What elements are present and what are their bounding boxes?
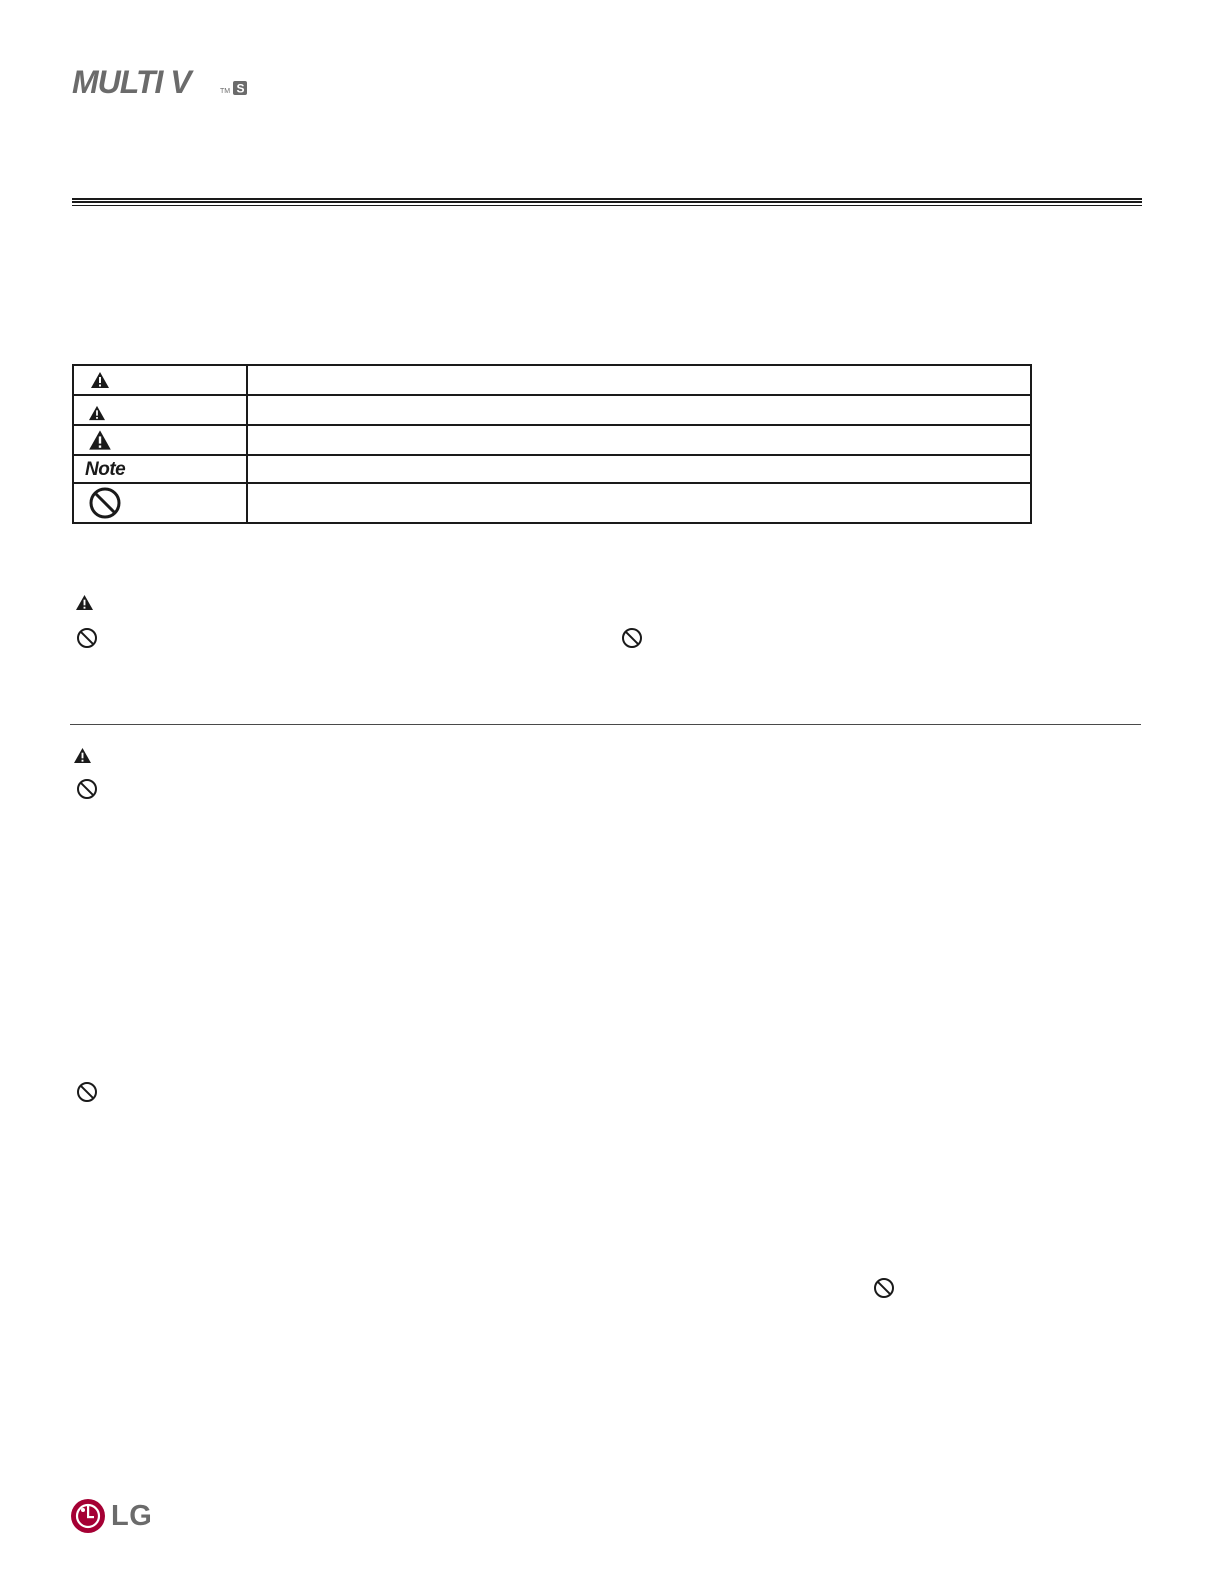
symbol-legend-table xyxy=(72,364,1032,524)
prohibited-icon xyxy=(88,486,122,520)
section-divider xyxy=(70,724,1141,725)
prohibited-icon xyxy=(873,1277,895,1299)
lg-logo xyxy=(70,1496,160,1536)
logo-wordmark: MULTI V xyxy=(72,64,191,100)
note-label: Note xyxy=(85,458,126,480)
prohibited-icon xyxy=(621,627,643,649)
description-cell xyxy=(247,365,1031,395)
symbol-cell xyxy=(73,455,247,483)
symbol-row xyxy=(73,483,1031,523)
symbol-cell xyxy=(73,483,247,523)
prohibited-icon xyxy=(76,1081,98,1103)
symbol-row xyxy=(73,425,1031,455)
warning-triangle-icon xyxy=(90,371,110,389)
description-cell xyxy=(247,425,1031,455)
lg-face-icon xyxy=(70,1498,106,1534)
symbol-row xyxy=(73,395,1031,425)
description-cell xyxy=(247,455,1031,483)
description-cell xyxy=(247,483,1031,523)
prohibited-icon xyxy=(76,778,98,800)
symbol-cell xyxy=(73,395,247,425)
symbol-row xyxy=(73,365,1031,395)
symbol-cell xyxy=(73,425,247,455)
warning-triangle-small-icon xyxy=(88,405,106,421)
lg-wordmark: LG xyxy=(111,1499,153,1532)
logo-tm: TM xyxy=(220,88,231,95)
warning-triangle-large-icon xyxy=(88,429,112,451)
logo-badge: S xyxy=(236,81,245,96)
description-cell xyxy=(247,395,1031,425)
symbol-cell xyxy=(73,365,247,395)
warning-triangle-icon xyxy=(75,594,94,611)
symbol-row xyxy=(73,455,1031,483)
multi-v-s-logo xyxy=(72,60,252,100)
title-rule xyxy=(72,198,1142,208)
prohibited-icon xyxy=(76,627,98,649)
warning-triangle-icon xyxy=(73,747,92,764)
multi-v-s-logo-graphic xyxy=(72,60,252,100)
